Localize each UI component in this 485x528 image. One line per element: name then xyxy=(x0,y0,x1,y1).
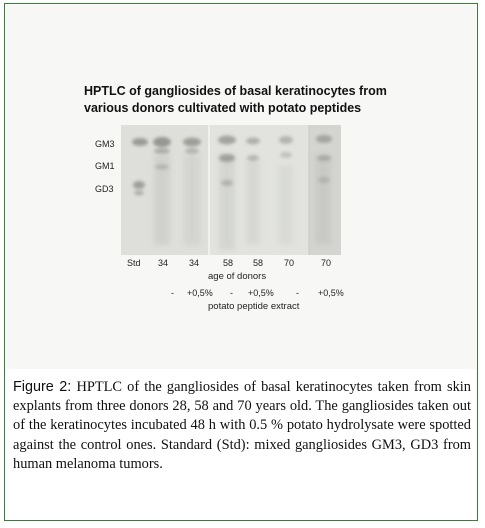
treatment-label-6: +0,5% xyxy=(318,288,344,298)
figure-title xyxy=(84,83,414,117)
lane-label-34a: 34 xyxy=(158,258,169,268)
band-label-gm1: GM1 xyxy=(95,161,115,171)
treatment-label-3: - xyxy=(230,288,233,298)
treatment-label-5: - xyxy=(296,288,299,298)
lane-label-34b: 34 xyxy=(189,258,200,268)
band-label-gm3: GM3 xyxy=(95,139,115,149)
lane-label-58b: 58 xyxy=(253,258,264,268)
treatment-label-2: +0,5% xyxy=(187,288,213,298)
figure-caption-label: Figure 2: xyxy=(13,379,72,395)
figure-title-line-2: various donors cultivated with potato peptides xyxy=(84,101,362,115)
lane-label-70a: 70 xyxy=(284,258,295,268)
figure-title-line-1: HPTLC of gangliosides of basal keratinocytes from xyxy=(84,84,387,98)
band-label-gd3: GD3 xyxy=(95,184,114,194)
age-of-donors-caption: age of donors xyxy=(208,271,267,282)
treatment-label-4: +0,5% xyxy=(248,288,274,298)
lane-label-58a: 58 xyxy=(223,258,234,268)
figure-caption xyxy=(13,378,471,474)
figure-caption-text: HPTLC of the gangliosides of basal keratinocytes taken from skin explants from three donors 28, 58 and 70 years old. The gangliosides taken out of the keratinocytes incubated 48 h with 0.5 % potato hydrolysate were spotted against the control ones. Standard (Std): mixed gangliosides GM3, GD3 from human melanoma tumors. xyxy=(13,379,471,472)
tlc-plate-image xyxy=(121,125,341,255)
potato-peptide-extract-caption: potato peptide extract xyxy=(208,301,300,312)
lane-label-70b: 70 xyxy=(321,258,332,268)
treatment-label-1: - xyxy=(171,288,174,298)
lane-label-std: Std xyxy=(127,258,141,268)
